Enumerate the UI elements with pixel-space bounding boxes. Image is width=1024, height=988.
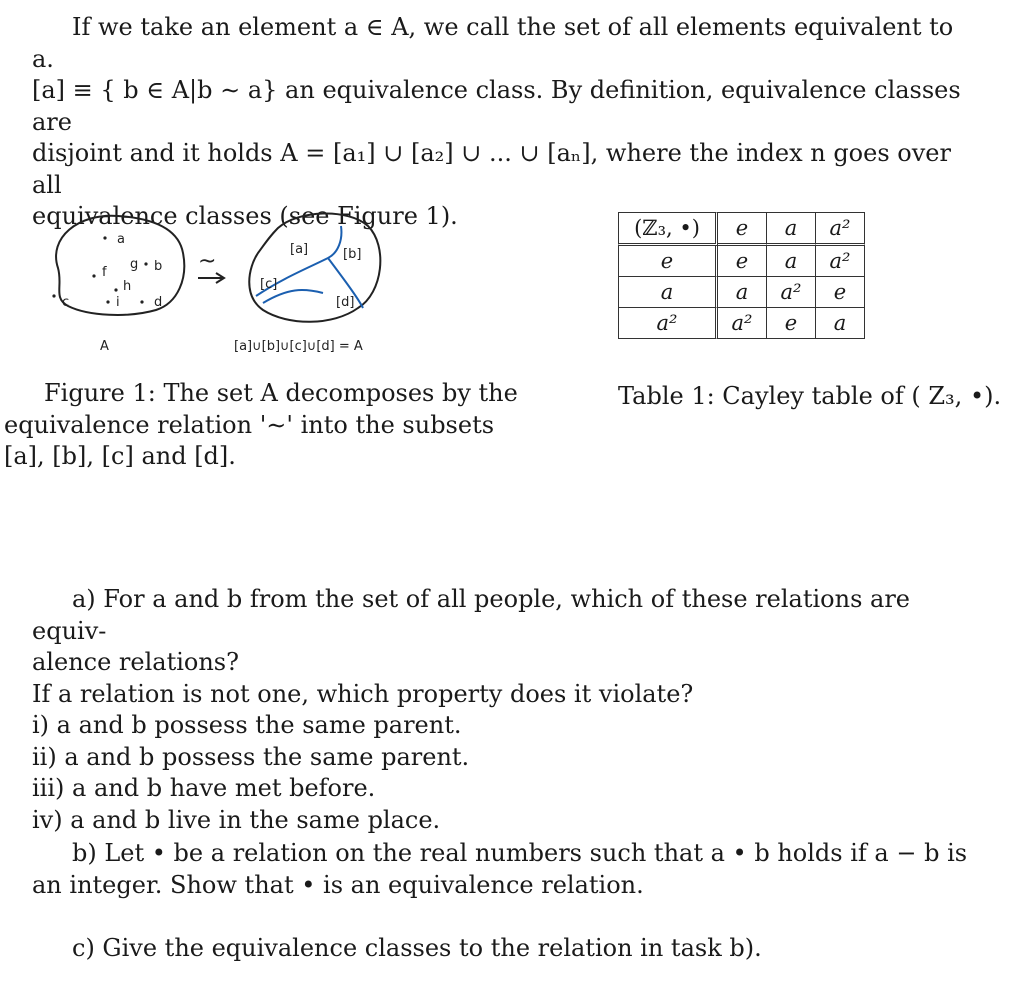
class-d-label: [d] xyxy=(336,295,355,310)
table-header-cell: a² xyxy=(816,212,865,246)
table-cell: e xyxy=(767,308,816,339)
point-f: f xyxy=(102,265,107,280)
intro-line-3: disjoint and it holds A = [a₁] ∪ [a₂] ∪ ... ∪ [aₙ], where the index n goes over all xyxy=(32,139,951,199)
task-a-item: ii) a and b possess the same parent. xyxy=(32,742,470,771)
set-a-label: A xyxy=(100,339,109,354)
union-equation: [a]∪[b]∪[c]∪[d] = A xyxy=(234,339,363,354)
class-a-label: [a] xyxy=(290,242,309,257)
set-a-outline xyxy=(56,216,184,315)
point-h: h xyxy=(123,279,132,294)
equivalence-sketch xyxy=(38,198,478,368)
task-a xyxy=(32,584,972,836)
task-a-item: i) a and b possess the same parent. xyxy=(32,711,462,739)
task-b-line-2: an integer. Show that • is an equivalence relation. xyxy=(32,870,644,899)
table-cell: a xyxy=(816,308,865,339)
task-b-line-1: b) Let • be a relation on the real numbers such that a • b holds if a − b is xyxy=(72,839,968,867)
task-a-item: iii) a and b have met before. xyxy=(32,774,376,802)
table-row xyxy=(618,308,865,339)
point-b: b xyxy=(154,259,163,274)
table-cell: a² xyxy=(718,308,767,339)
table-cell: e xyxy=(816,277,865,308)
point-d: d xyxy=(154,295,163,310)
cayley-table-wrapper xyxy=(618,212,865,339)
table-header-row xyxy=(618,212,865,246)
table-cell: a² xyxy=(767,277,816,308)
tilde-symbol: ~ xyxy=(198,249,217,274)
task-a-line-1: a) For a and b from the set of all people, which of these relations are equiv- xyxy=(32,585,910,645)
table-cell: a xyxy=(767,246,816,277)
point-c: c xyxy=(62,295,70,310)
point-a: a xyxy=(117,232,125,247)
table-header-cell: e xyxy=(718,212,767,246)
figure-caption-line-2: equivalence relation '∼' into the subsets xyxy=(4,410,495,439)
figure-1 xyxy=(38,198,478,368)
task-b xyxy=(32,838,972,901)
table-cell: a xyxy=(718,277,767,308)
table-cell: a² xyxy=(618,308,718,339)
table-cell: a² xyxy=(816,246,865,277)
table-cell: e xyxy=(618,246,718,277)
table-cell: a xyxy=(618,277,718,308)
table-header-cell: (ℤ₃, •) xyxy=(618,212,718,246)
table-row xyxy=(618,246,865,277)
figure-caption-line-3: [a], [b], [c] and [d]. xyxy=(4,442,236,470)
intro-line-1: If we take an element a ∈ A, we call the set of all elements equivalent to a. xyxy=(32,13,954,73)
task-a-line-2: alence relations? xyxy=(32,648,239,676)
table-header-cell: a xyxy=(767,212,816,246)
cayley-table xyxy=(618,212,865,339)
table-caption: Table 1: Cayley table of ( Z₃, •). xyxy=(618,382,1002,410)
figure-caption xyxy=(4,378,524,473)
point-i: i xyxy=(116,295,120,310)
table-cell: e xyxy=(718,246,767,277)
task-c: c) Give the equivalence classes to the relation in task b). xyxy=(72,934,762,962)
figure-caption-line-1: Figure 1: The set A decomposes by the xyxy=(44,379,518,407)
class-c-label: [c] xyxy=(260,277,278,292)
task-a-item: iv) a and b live in the same place. xyxy=(32,805,441,834)
task-a-line-3: If a relation is not one, which property does it violate? xyxy=(32,679,694,708)
intro-line-2: [a] ≡ { b ∈ A|b ∼ a} an equivalence class. By definition, equivalence classes are xyxy=(32,76,961,136)
class-b-label: [b] xyxy=(343,247,362,262)
intro-line-4: equivalence classes (see Figure 1). xyxy=(32,202,458,230)
point-g: g xyxy=(130,257,139,272)
table-row xyxy=(618,277,865,308)
